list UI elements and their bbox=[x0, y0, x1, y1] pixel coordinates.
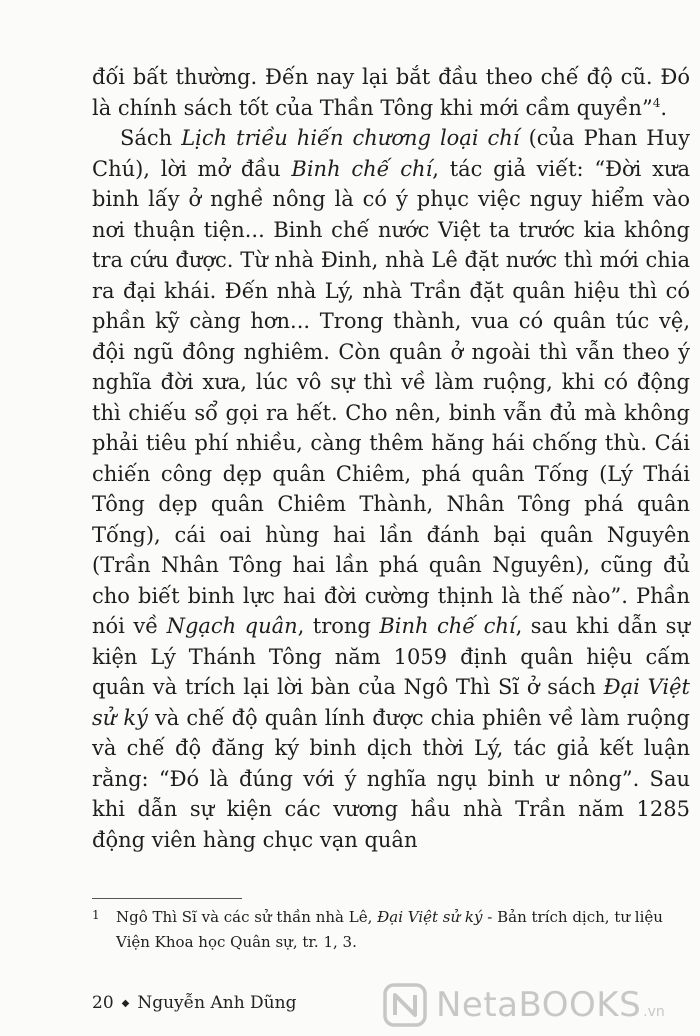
text-run: . bbox=[660, 95, 668, 120]
text-run: , sau khi dẫn sự kiện Lý Thánh Tông năm 1059 định quân hiệu cấm quân và trích lại lời bàn của Ngô Thì Sĩ ở sách bbox=[92, 614, 690, 699]
paragraph-1 bbox=[92, 62, 690, 123]
paragraph-2 bbox=[92, 123, 690, 855]
text-run: Sách bbox=[120, 126, 182, 150]
text-run: và chế độ quân lính được chia phiên về làm ruộng và chế độ đăng ký binh dịch thời Lý, tác giả kết luận rằng: “Đó là đúng với ý nghĩa ngụ binh ư nông”. Sau khi dẫn sự kiện các vương hầu nhà Trần năm 1285 động viên hàng chục vạn quân bbox=[92, 705, 690, 852]
book-title-italic: Lịch triều hiến chương loại chí bbox=[181, 126, 520, 150]
author-name: Nguyễn Anh Dũng bbox=[137, 993, 297, 1013]
footnote-reference: 4 bbox=[652, 95, 661, 110]
body-text bbox=[92, 62, 690, 855]
text-run: (của Phan Huy Chú), lời mở đầu bbox=[92, 126, 690, 181]
section-title-italic: Ngạch quân bbox=[166, 614, 298, 638]
footnote-text bbox=[116, 905, 686, 955]
footnote bbox=[92, 905, 686, 955]
watermark-brand: NetaBOOKS bbox=[436, 985, 642, 1025]
text-run: , tác giả viết: “Đời xưa binh lấy ở nghề nông là có ý phục việc nguy hiểm vào nơi thuận tiện... Binh chế nước Việt ta trước kia không tra cứu được. Từ nhà Đinh, nhà Lê đặt nước thì mới chia ra đại khái. Đến nhà Lý, nhà Trần đặt quân hiệu thì có phần kỹ càng hơn... Trong thành, vua có quân túc vệ, đội ngũ đông nghiêm. Còn quân ở ngoài thì vẫn theo ý nghĩa đời xưa, lúc vô sự thì về làm ruộng, khi có động thì chiếu sổ gọi ra hết. Cho nên, binh vẫn đủ mà không phải tiêu phí nhiều, càng thêm hăng hái chống thù. Cái chiến công dẹp quân Chiêm, phá quân Tống (Lý Thái Tông dẹp quân Chiêm Thành, Nhân Tông phá quân Tống), cái oai hùng hai lần đánh bại quân Nguyên (Trần Nhân Tông hai lần phá quân Nguyên), cũng đủ cho biết binh lực hai đời cường thịnh là thế nào”. Phần nói về bbox=[92, 156, 691, 638]
page-footer bbox=[92, 993, 296, 1013]
book-title-italic: Đại Việt sử ký bbox=[377, 908, 483, 926]
watermark-domain: .vn bbox=[643, 1004, 665, 1020]
text-run: Ngô Thì Sĩ và các sử thần nhà Lê, bbox=[116, 908, 378, 926]
text-run: - Bản trích dịch, tư liệu Viện Khoa học Quân sự, tr. 1, 3. bbox=[116, 908, 663, 951]
text-run: , trong bbox=[297, 614, 380, 638]
page-number: 20 bbox=[92, 993, 114, 1013]
text-run: đối bất thường. Đến nay lại bắt đầu theo chế độ cũ. Đó là chính sách tốt của Thần Tông khi mới cầm quyền” bbox=[92, 65, 690, 120]
netabooks-logo-icon bbox=[382, 982, 428, 1028]
book-title-italic: Đại Việt sử ký bbox=[92, 675, 690, 730]
watermark bbox=[382, 978, 665, 1032]
book-title-italic: Binh chế chí bbox=[291, 156, 433, 181]
footnote-divider bbox=[92, 898, 242, 899]
bullet-icon: ◆ bbox=[121, 997, 130, 1009]
footnote-mark: 1 bbox=[92, 908, 100, 922]
book-title-italic: Binh chế chí bbox=[379, 614, 516, 638]
